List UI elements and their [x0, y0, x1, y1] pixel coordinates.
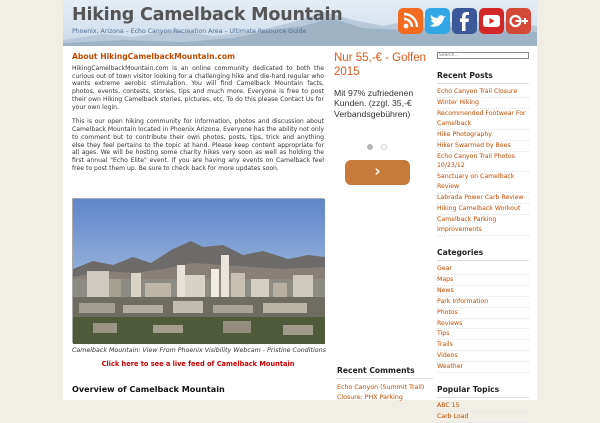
- advertisement[interactable]: [334, 52, 430, 180]
- site-header: [63, 0, 537, 46]
- post-link[interactable]: Winter Hiking: [437, 98, 529, 109]
- live-feed-link[interactable]: Click here to see a live feed of Camelback Mountain: [101, 360, 295, 368]
- about-heading[interactable]: About HikingCamelbackMountain.com: [72, 52, 236, 61]
- category-link[interactable]: Videos: [437, 351, 529, 362]
- twitter-icon: [425, 8, 450, 34]
- popular-topics-widget: [437, 385, 529, 423]
- chevron-right-icon: ›: [374, 162, 381, 180]
- category-link[interactable]: Tips: [437, 329, 529, 340]
- popular-topics-heading: Popular Topics: [437, 385, 529, 398]
- category-link[interactable]: Reviews: [437, 319, 529, 330]
- post-link[interactable]: Echo Canyon Trail Photos 10/23/12: [437, 152, 529, 173]
- rss-icon: [398, 8, 423, 34]
- rss-button[interactable]: [398, 8, 423, 34]
- post-link[interactable]: Recommended Footwear For Camelback: [437, 109, 529, 130]
- overview-heading: Overview of Camelback Mountain: [72, 384, 225, 394]
- youtube-button[interactable]: [479, 8, 504, 34]
- category-link[interactable]: Maps: [437, 275, 529, 286]
- facebook-icon: [452, 8, 477, 34]
- city-mountain-image: [73, 199, 325, 344]
- youtube-icon: [479, 8, 504, 34]
- post-link[interactable]: Hike Photography: [437, 130, 529, 141]
- google-plus-icon: [506, 8, 531, 34]
- facebook-button[interactable]: [452, 8, 477, 34]
- ad-next-button[interactable]: [345, 160, 410, 185]
- recent-posts-heading: Recent Posts: [437, 71, 529, 84]
- topic-link[interactable]: ABC 15: [437, 401, 529, 412]
- site-title[interactable]: Hiking Camelback Mountain: [72, 5, 343, 25]
- topic-link[interactable]: Carb Load: [437, 412, 529, 423]
- category-link[interactable]: Park Information: [437, 297, 529, 308]
- ad-body: Mit 97% zufriedenen Kunden. (zzgl. 35,-€ Verbandsgebühren): [334, 87, 414, 119]
- category-link[interactable]: Trails: [437, 340, 529, 351]
- ad-title[interactable]: Nur 55,-€ - Golfen 2015: [334, 52, 427, 78]
- post-link[interactable]: Hiker Swarmed by Bees: [437, 141, 529, 152]
- category-link[interactable]: News: [437, 286, 529, 297]
- right-sidebar: [437, 52, 529, 423]
- post-link[interactable]: Echo Canyon Trail Closure: [437, 87, 529, 98]
- recent-comments-heading: Recent Comments: [337, 366, 433, 379]
- post-link[interactable]: Labrada Power Carb Review: [437, 193, 529, 204]
- recent-posts-widget: [437, 71, 529, 236]
- google-plus-button[interactable]: [506, 8, 531, 34]
- ad-dot-active[interactable]: [367, 144, 373, 150]
- ad-carousel-dots: [367, 144, 391, 152]
- site-tagline: Phoenix, Arizona – Echo Canyon Recreation Area – Ultimate Resource Guide: [72, 28, 307, 35]
- post-link[interactable]: Camelback Parking Improvements: [437, 215, 529, 236]
- comment-link[interactable]: Closure: PHX Parking: [337, 394, 403, 402]
- search-input[interactable]: [437, 52, 529, 59]
- post-link[interactable]: Hiking Camelback Workout: [437, 204, 529, 215]
- category-link[interactable]: Weather: [437, 362, 529, 373]
- camelback-webcam-photo[interactable]: [72, 198, 324, 343]
- category-link[interactable]: Photos: [437, 308, 529, 319]
- community-paragraph: This is our open hiking community for information, photos and discussion about Camelback Mountain located in Phoenix Arizona. Everyone has the ability not only to comment but to contribute their own photos, posts, tips, trick and anything else they feel pertains to the topic at hand. Please keep content appropriate for all ages. We will be hosting some charity hikes very soon as well as holding the first annual "Echo Elite" event. If you are having any events on Camelback feel free to post them up. Be sure to check back for more updates soon.: [72, 118, 324, 172]
- intro-paragraph: HikingCamelbackMountain.com is an online community dedicated to both the curious out of town visitor looking for a challenging hike and die-hard regular who wants extreme aerobic stimulation. You will find Camelback Mountain facts, photos, events, contests, stories, tips and much more. Everyone is free to post their own Hiking Camelback stories, pictures, etc. To do this please Contact Us for your own login.: [72, 65, 324, 111]
- categories-heading: Categories: [437, 248, 529, 261]
- categories-widget: [437, 248, 529, 373]
- category-link[interactable]: Gear: [437, 264, 529, 275]
- post-link[interactable]: Sanctuary on Camelback Review: [437, 172, 529, 193]
- recent-comments-widget: [337, 366, 433, 404]
- photo-caption: Camelback Mountain: View From Phoenix Visibility Webcam - Pristine Conditions: [72, 347, 326, 354]
- ad-dot-inactive[interactable]: [381, 144, 387, 150]
- comment-link[interactable]: Echo Canyon (Summit Trail): [337, 384, 425, 391]
- main-content: [72, 52, 326, 394]
- twitter-button[interactable]: [425, 8, 450, 34]
